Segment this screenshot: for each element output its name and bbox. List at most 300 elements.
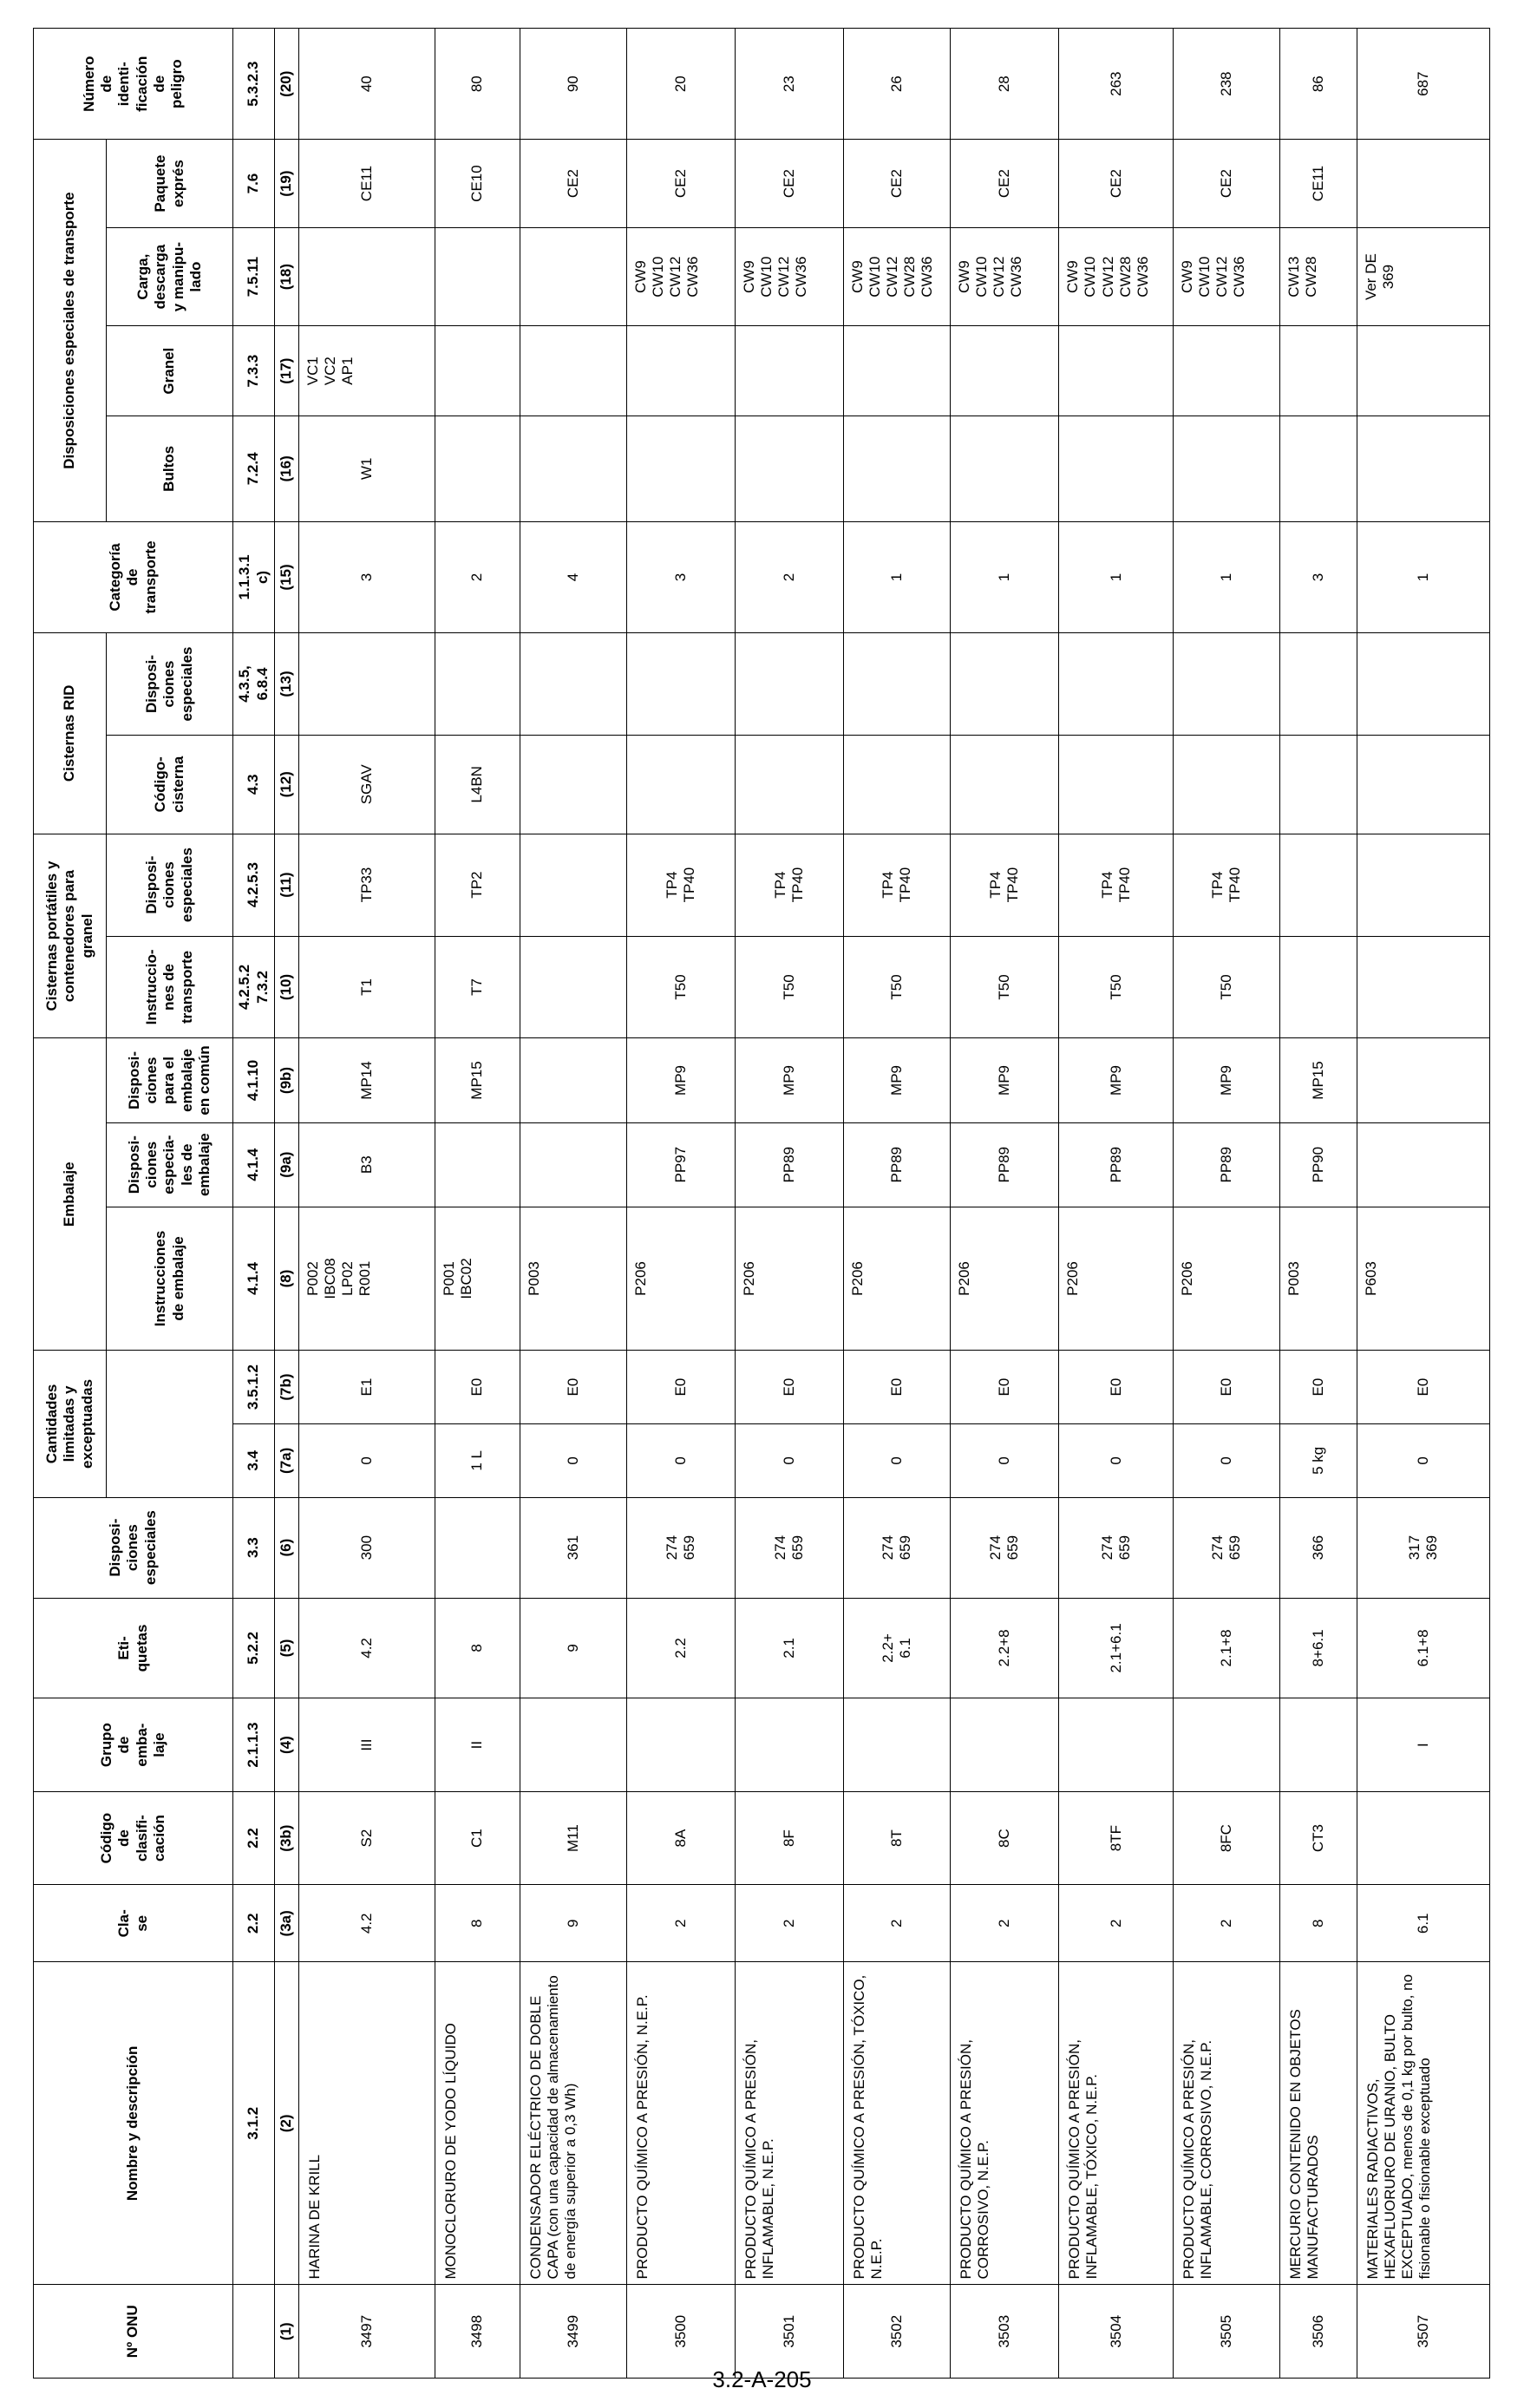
- header-bultos: Bultos: [107, 416, 233, 521]
- cell-c7a: 0: [951, 1423, 1059, 1497]
- rotated-table-container: [33, 28, 1490, 2379]
- cell-name: PRODUCTO QUÍMICO A PRESIÓN, N.E.P.: [626, 1962, 735, 2285]
- column-number-cell: (16): [275, 416, 299, 521]
- header-cantidades-spacer: [107, 1351, 233, 1498]
- cell-d9a: PP89: [1059, 1122, 1174, 1207]
- header-codigo-cisterna: Código- cisterna: [107, 735, 233, 834]
- cell-instr: P003: [520, 1207, 626, 1350]
- table-row: [735, 29, 843, 2379]
- cell-un: 3503: [951, 2285, 1059, 2379]
- column-number-cell: (5): [275, 1598, 299, 1698]
- cell-t20: 40: [299, 29, 435, 140]
- cell-t13: [1280, 633, 1357, 736]
- cell-t15: 1: [1059, 521, 1174, 632]
- column-number-cell: (20): [275, 29, 299, 140]
- cell-codigo: 8A: [626, 1791, 735, 1885]
- cell-instr: P603: [1357, 1207, 1490, 1350]
- ref-cell: 3.1.2: [233, 1962, 275, 2285]
- cell-t16: [435, 416, 520, 521]
- cell-t20: 263: [1059, 29, 1174, 140]
- cell-name: MATERIALES RADIACTIVOS, HEXAFLUORURO DE URANIO, BULTO EXCEPTUADO, menos de 0,1 kg por bulto, no fisionable o fisionable exceptuado: [1357, 1962, 1490, 2285]
- dangerous-goods-table: [33, 28, 1490, 2379]
- cell-codigo: CT3: [1280, 1791, 1357, 1885]
- table-body: [299, 29, 1490, 2379]
- ref-cell: 3.5.1.2: [233, 1351, 275, 1424]
- cell-disp: 274 659: [951, 1497, 1059, 1598]
- ref-cell: 1.1.3.1 c): [233, 521, 275, 632]
- column-number-cell: (7b): [275, 1351, 299, 1424]
- ref-cell: 4.1.10: [233, 1038, 275, 1122]
- cell-c7b: E0: [844, 1351, 951, 1424]
- cell-codigo: 8FC: [1173, 1791, 1279, 1885]
- cell-grupo: [626, 1698, 735, 1792]
- cell-d9a: [520, 1122, 626, 1207]
- cell-instr: P206: [951, 1207, 1059, 1350]
- cell-codigo: 8T: [844, 1791, 951, 1885]
- cell-t18: CW9 CW10 CW12 CW36: [626, 227, 735, 326]
- header-name: Nombre y descripción: [34, 1962, 233, 2285]
- cell-grupo: I: [1357, 1698, 1490, 1792]
- column-number-cell: (8): [275, 1207, 299, 1350]
- cell-t18: [299, 227, 435, 326]
- header-disp-especiales-3: Disposi- ciones especiales: [107, 633, 233, 736]
- column-number-cell: (12): [275, 735, 299, 834]
- cell-t18: CW9 CW10 CW12 CW36: [735, 227, 843, 326]
- cell-disp: 317 369: [1357, 1497, 1490, 1598]
- cell-etiq: 2.2: [626, 1598, 735, 1698]
- cell-grupo: [1280, 1698, 1357, 1792]
- cell-t20: 90: [520, 29, 626, 140]
- cell-un: 3497: [299, 2285, 435, 2379]
- column-number-cell: (3a): [275, 1885, 299, 1962]
- cell-instr: P206: [844, 1207, 951, 1350]
- header-carga: Carga, descarga y manipu- lado: [107, 227, 233, 326]
- cell-t16: [1357, 416, 1490, 521]
- header-granel: Granel: [107, 326, 233, 416]
- cell-name: PRODUCTO QUÍMICO A PRESIÓN, CORROSIVO, N.E.P.: [951, 1962, 1059, 2285]
- cell-instr: P001 IBC02: [435, 1207, 520, 1350]
- cell-d9a: [435, 1122, 520, 1207]
- cell-t11: TP4 TP40: [735, 834, 843, 936]
- cell-t11: TP4 TP40: [1173, 834, 1279, 936]
- cell-t20: 86: [1280, 29, 1357, 140]
- cell-name: MONOCLORURO DE YODO LÍQUIDO: [435, 1962, 520, 2285]
- cell-t10: T50: [735, 936, 843, 1038]
- cell-c7b: E0: [735, 1351, 843, 1424]
- ref-cell: 2.2: [233, 1791, 275, 1885]
- cell-d9b: MP15: [1280, 1038, 1357, 1122]
- cell-c7a: 0: [735, 1423, 843, 1497]
- cell-d9b: [1357, 1038, 1490, 1122]
- cell-t12: [735, 735, 843, 834]
- column-number-cell: (4): [275, 1698, 299, 1792]
- cell-disp: 274 659: [735, 1497, 843, 1598]
- column-number-cell: (19): [275, 140, 299, 227]
- cell-d9a: PP90: [1280, 1122, 1357, 1207]
- cell-c7b: E0: [1357, 1351, 1490, 1424]
- cell-d9b: MP9: [735, 1038, 843, 1122]
- cell-c7b: E0: [1280, 1351, 1357, 1424]
- column-number-cell: (10): [275, 936, 299, 1038]
- cell-t20: 238: [1173, 29, 1279, 140]
- cell-etiq: 8+6.1: [1280, 1598, 1357, 1698]
- cell-t10: T7: [435, 936, 520, 1038]
- cell-t13: [626, 633, 735, 736]
- cell-t15: 2: [735, 521, 843, 632]
- cell-d9a: PP89: [735, 1122, 843, 1207]
- cell-d9b: MP9: [1173, 1038, 1279, 1122]
- cell-t13: [1173, 633, 1279, 736]
- cell-t16: W1: [299, 416, 435, 521]
- cell-t19: CE2: [1173, 140, 1279, 227]
- table-row: [1059, 29, 1174, 2379]
- cell-t19: CE2: [735, 140, 843, 227]
- table-row: [520, 29, 626, 2379]
- table-row: [951, 29, 1059, 2379]
- cell-d9a: PP97: [626, 1122, 735, 1207]
- cell-t12: [1059, 735, 1174, 834]
- cell-t12: [1357, 735, 1490, 834]
- cell-t15: 3: [626, 521, 735, 632]
- cell-clase: 2: [735, 1885, 843, 1962]
- cell-t11: [1357, 834, 1490, 936]
- cell-c7a: 5 kg: [1280, 1423, 1357, 1497]
- cell-t16: [1059, 416, 1174, 521]
- cell-clase: 4.2: [299, 1885, 435, 1962]
- cell-clase: 8: [1280, 1885, 1357, 1962]
- cell-t15: 3: [299, 521, 435, 632]
- cell-disp: 274 659: [626, 1497, 735, 1598]
- cell-codigo: S2: [299, 1791, 435, 1885]
- header-grupo: Grupo de emba- laje: [34, 1698, 233, 1792]
- header-categoria: Categoría de transporte: [34, 521, 233, 632]
- cell-t17: [1173, 326, 1279, 416]
- cell-t16: [520, 416, 626, 521]
- table-row: [844, 29, 951, 2379]
- header-etiquetas: Eti- quetas: [34, 1598, 233, 1698]
- cell-t20: 20: [626, 29, 735, 140]
- cell-c7a: 0: [626, 1423, 735, 1497]
- cell-d9b: MP9: [951, 1038, 1059, 1122]
- cell-d9b: MP9: [626, 1038, 735, 1122]
- table-row: [435, 29, 520, 2379]
- cell-un: 3498: [435, 2285, 520, 2379]
- cell-t20: 80: [435, 29, 520, 140]
- cell-clase: 8: [435, 1885, 520, 1962]
- cell-disp: 366: [1280, 1497, 1357, 1598]
- cell-grupo: [951, 1698, 1059, 1792]
- reference-row: [233, 29, 275, 2379]
- cell-t12: SGAV: [299, 735, 435, 834]
- header-disp-embalaje: Disposi- ciones especia- les de embalaje: [107, 1122, 233, 1207]
- cell-name: CONDENSADOR ELÉCTRICO DE DOBLE CAPA (con una capacidad de almacenamiento de energía superior a 0,3 Wh): [520, 1962, 626, 2285]
- cell-t12: L4BN: [435, 735, 520, 834]
- header-codigo: Código de clasifi- cación: [34, 1791, 233, 1885]
- cell-grupo: [520, 1698, 626, 1792]
- cell-d9b: [520, 1038, 626, 1122]
- column-number-cell: (7a): [275, 1423, 299, 1497]
- cell-un: 3507: [1357, 2285, 1490, 2379]
- cell-t15: 3: [1280, 521, 1357, 632]
- cell-t19: CE2: [1059, 140, 1174, 227]
- cell-t12: [1280, 735, 1357, 834]
- cell-grupo: [1173, 1698, 1279, 1792]
- header-disp-especiales: Disposi- ciones especiales: [34, 1497, 233, 1598]
- cell-un: 3499: [520, 2285, 626, 2379]
- ref-cell: 2.2: [233, 1885, 275, 1962]
- cell-t12: [520, 735, 626, 834]
- cell-t16: [951, 416, 1059, 521]
- ref-cell: 7.3.3: [233, 326, 275, 416]
- header-numero-peligro: Número de identi- ficación de peligro: [34, 29, 233, 140]
- cell-t18: [435, 227, 520, 326]
- cell-t17: [435, 326, 520, 416]
- cell-t13: [435, 633, 520, 736]
- cell-t12: [844, 735, 951, 834]
- cell-clase: 2: [951, 1885, 1059, 1962]
- header-un: Nº ONU: [34, 2285, 233, 2379]
- cell-t10: [520, 936, 626, 1038]
- table-row: [1280, 29, 1357, 2379]
- cell-t10: T1: [299, 936, 435, 1038]
- cell-t19: CE11: [1280, 140, 1357, 227]
- cell-instr: P206: [1173, 1207, 1279, 1350]
- cell-name: PRODUCTO QUÍMICO A PRESIÓN, INFLAMABLE, CORROSIVO, N.E.P.: [1173, 1962, 1279, 2285]
- cell-t15: 1: [1357, 521, 1490, 632]
- cell-d9a: PP89: [951, 1122, 1059, 1207]
- ref-cell: 7.2.4: [233, 416, 275, 521]
- cell-t11: TP33: [299, 834, 435, 936]
- cell-t16: [1280, 416, 1357, 521]
- cell-c7b: E0: [626, 1351, 735, 1424]
- cell-c7a: 0: [1357, 1423, 1490, 1497]
- cell-instr: P003: [1280, 1207, 1357, 1350]
- ref-cell: 3.3: [233, 1497, 275, 1598]
- header-disp-transporte: Disposiciones especiales de transporte: [34, 140, 107, 521]
- cell-d9b: MP14: [299, 1038, 435, 1122]
- cell-c7b: E0: [1173, 1351, 1279, 1424]
- cell-etiq: 2.2+8: [951, 1598, 1059, 1698]
- cell-clase: 2: [1173, 1885, 1279, 1962]
- cell-t20: 23: [735, 29, 843, 140]
- cell-etiq: 2.2+ 6.1: [844, 1598, 951, 1698]
- table-row: [1173, 29, 1279, 2379]
- cell-d9b: MP9: [1059, 1038, 1174, 1122]
- cell-t10: [1280, 936, 1357, 1038]
- column-number-cell: (18): [275, 227, 299, 326]
- cell-etiq: 2.1+8: [1173, 1598, 1279, 1698]
- ref-cell: 4.1.4: [233, 1122, 275, 1207]
- cell-codigo: 8TF: [1059, 1791, 1174, 1885]
- column-number-cell: (17): [275, 326, 299, 416]
- cell-un: 3500: [626, 2285, 735, 2379]
- cell-etiq: 6.1+8: [1357, 1598, 1490, 1698]
- cell-instr: P206: [735, 1207, 843, 1350]
- cell-t18: CW9 CW10 CW12 CW36: [951, 227, 1059, 326]
- ref-cell: 5.2.2: [233, 1598, 275, 1698]
- cell-t17: [520, 326, 626, 416]
- cell-t16: [844, 416, 951, 521]
- cell-d9a: [1357, 1122, 1490, 1207]
- cell-c7a: 0: [520, 1423, 626, 1497]
- cell-clase: 2: [1059, 1885, 1174, 1962]
- header-cisternas-portatiles: Cisternas portátiles y contenedores para granel: [34, 834, 107, 1038]
- cell-un: 3502: [844, 2285, 951, 2379]
- ref-cell: 7.6: [233, 140, 275, 227]
- cell-t19: CE2: [626, 140, 735, 227]
- cell-codigo: M11: [520, 1791, 626, 1885]
- cell-t11: TP4 TP40: [844, 834, 951, 936]
- column-number-cell: (1): [275, 2285, 299, 2379]
- cell-t10: T50: [1059, 936, 1174, 1038]
- cell-name: HARINA DE KRILL: [299, 1962, 435, 2285]
- cell-t19: CE10: [435, 140, 520, 227]
- cell-clase: 2: [626, 1885, 735, 1962]
- header-cantidades: Cantidades limitadas y exceptuadas: [34, 1351, 107, 1498]
- header-embalaje: Embalaje: [34, 1038, 107, 1351]
- column-number-cell: (11): [275, 834, 299, 936]
- cell-name: PRODUCTO QUÍMICO A PRESIÓN, INFLAMABLE, N.E.P.: [735, 1962, 843, 2285]
- cell-t17: [844, 326, 951, 416]
- cell-name: PRODUCTO QUÍMICO A PRESIÓN, TÓXICO, N.E.P.: [844, 1962, 951, 2285]
- cell-d9b: MP9: [844, 1038, 951, 1122]
- cell-t19: [1357, 140, 1490, 227]
- cell-etiq: 4.2: [299, 1598, 435, 1698]
- cell-t16: [1173, 416, 1279, 521]
- cell-etiq: 9: [520, 1598, 626, 1698]
- cell-instr: P002 IBC08 LP02 R001: [299, 1207, 435, 1350]
- column-number-cell: (3b): [275, 1791, 299, 1885]
- cell-t13: [735, 633, 843, 736]
- ref-cell: 4.3: [233, 735, 275, 834]
- header-instr-embalaje: Instrucciones de embalaje: [107, 1207, 233, 1350]
- cell-t17: [626, 326, 735, 416]
- cell-c7a: 0: [1173, 1423, 1279, 1497]
- cell-clase: 6.1: [1357, 1885, 1490, 1962]
- table-row: [1357, 29, 1490, 2379]
- cell-t10: T50: [844, 936, 951, 1038]
- cell-t10: [1357, 936, 1490, 1038]
- ref-cell: [233, 2285, 275, 2379]
- cell-t12: [951, 735, 1059, 834]
- ref-cell: 5.3.2.3: [233, 29, 275, 140]
- cell-t17: [951, 326, 1059, 416]
- cell-disp: 274 659: [1059, 1497, 1174, 1598]
- cell-d9b: MP15: [435, 1038, 520, 1122]
- cell-t18: CW13 CW28: [1280, 227, 1357, 326]
- cell-un: 3504: [1059, 2285, 1174, 2379]
- cell-t13: [1059, 633, 1174, 736]
- cell-c7b: E0: [435, 1351, 520, 1424]
- cell-t19: CE2: [520, 140, 626, 227]
- cell-t16: [735, 416, 843, 521]
- cell-t20: 687: [1357, 29, 1490, 140]
- cell-t15: 1: [1173, 521, 1279, 632]
- header-disp-comun: Disposi- ciones para el embalaje en común: [107, 1038, 233, 1122]
- ref-cell: 4.1.4: [233, 1207, 275, 1350]
- cell-t13: [520, 633, 626, 736]
- cell-name: PRODUCTO QUÍMICO A PRESIÓN, INFLAMABLE, TÓXICO, N.E.P.: [1059, 1962, 1174, 2285]
- cell-name: MERCURIO CONTENIDO EN OBJETOS MANUFACTURADOS: [1280, 1962, 1357, 2285]
- cell-t20: 28: [951, 29, 1059, 140]
- cell-t18: CW9 CW10 CW12 CW36: [1173, 227, 1279, 326]
- cell-t13: [1357, 633, 1490, 736]
- cell-c7b: E0: [1059, 1351, 1174, 1424]
- cell-t10: T50: [951, 936, 1059, 1038]
- cell-t17: [1357, 326, 1490, 416]
- cell-c7a: 0: [1059, 1423, 1174, 1497]
- ref-cell: 7.5.11: [233, 227, 275, 326]
- header-clase: Cla- se: [34, 1885, 233, 1962]
- cell-etiq: 8: [435, 1598, 520, 1698]
- cell-t19: CE2: [951, 140, 1059, 227]
- cell-grupo: [735, 1698, 843, 1792]
- cell-t15: 4: [520, 521, 626, 632]
- cell-t13: [951, 633, 1059, 736]
- page-number: 3.2-A-205: [712, 2366, 812, 2392]
- cell-codigo: 8F: [735, 1791, 843, 1885]
- header-paquete: Paquete exprés: [107, 140, 233, 227]
- cell-t17: VC1 VC2 AP1: [299, 326, 435, 416]
- cell-clase: 2: [844, 1885, 951, 1962]
- column-number-cell: (2): [275, 1962, 299, 2285]
- cell-c7a: 1 L: [435, 1423, 520, 1497]
- cell-t18: CW9 CW10 CW12 CW28 CW36: [844, 227, 951, 326]
- cell-t12: [626, 735, 735, 834]
- cell-t11: TP4 TP40: [1059, 834, 1174, 936]
- cell-t13: [299, 633, 435, 736]
- cell-t16: [626, 416, 735, 521]
- cell-t19: CE2: [844, 140, 951, 227]
- column-number-cell: (9a): [275, 1122, 299, 1207]
- cell-d9a: PP89: [1173, 1122, 1279, 1207]
- cell-t13: [844, 633, 951, 736]
- column-number-cell: (6): [275, 1497, 299, 1598]
- cell-grupo: III: [299, 1698, 435, 1792]
- ref-cell: 4.3.5, 6.8.4: [233, 633, 275, 736]
- column-number-cell: (13): [275, 633, 299, 736]
- table-row: [626, 29, 735, 2379]
- cell-t15: 1: [951, 521, 1059, 632]
- cell-t11: TP4 TP40: [626, 834, 735, 936]
- ref-cell: 2.1.1.3: [233, 1698, 275, 1792]
- cell-t11: TP2: [435, 834, 520, 936]
- ref-cell: 4.2.5.3: [233, 834, 275, 936]
- cell-c7a: 0: [844, 1423, 951, 1497]
- cell-un: 3501: [735, 2285, 843, 2379]
- header-disp-especiales-2: Disposi- ciones especiales: [107, 834, 233, 936]
- cell-t18: [520, 227, 626, 326]
- cell-c7a: 0: [299, 1423, 435, 1497]
- cell-un: 3505: [1173, 2285, 1279, 2379]
- cell-t18: Ver DE 369: [1357, 227, 1490, 326]
- cell-grupo: II: [435, 1698, 520, 1792]
- cell-t11: [1280, 834, 1357, 936]
- cell-t18: CW9 CW10 CW12 CW28 CW36: [1059, 227, 1174, 326]
- header-cisternas-rid: Cisternas RID: [34, 633, 107, 834]
- cell-grupo: [1059, 1698, 1174, 1792]
- column-number-cell: (9b): [275, 1038, 299, 1122]
- column-number-cell: (15): [275, 521, 299, 632]
- cell-etiq: 2.1: [735, 1598, 843, 1698]
- ref-cell: 3.4: [233, 1423, 275, 1497]
- cell-t17: [735, 326, 843, 416]
- ref-cell: 4.2.5.2 7.3.2: [233, 936, 275, 1038]
- cell-t11: [520, 834, 626, 936]
- cell-d9a: PP89: [844, 1122, 951, 1207]
- cell-t15: 2: [435, 521, 520, 632]
- header-instr-transporte: Instruccio- nes de transporte: [107, 936, 233, 1038]
